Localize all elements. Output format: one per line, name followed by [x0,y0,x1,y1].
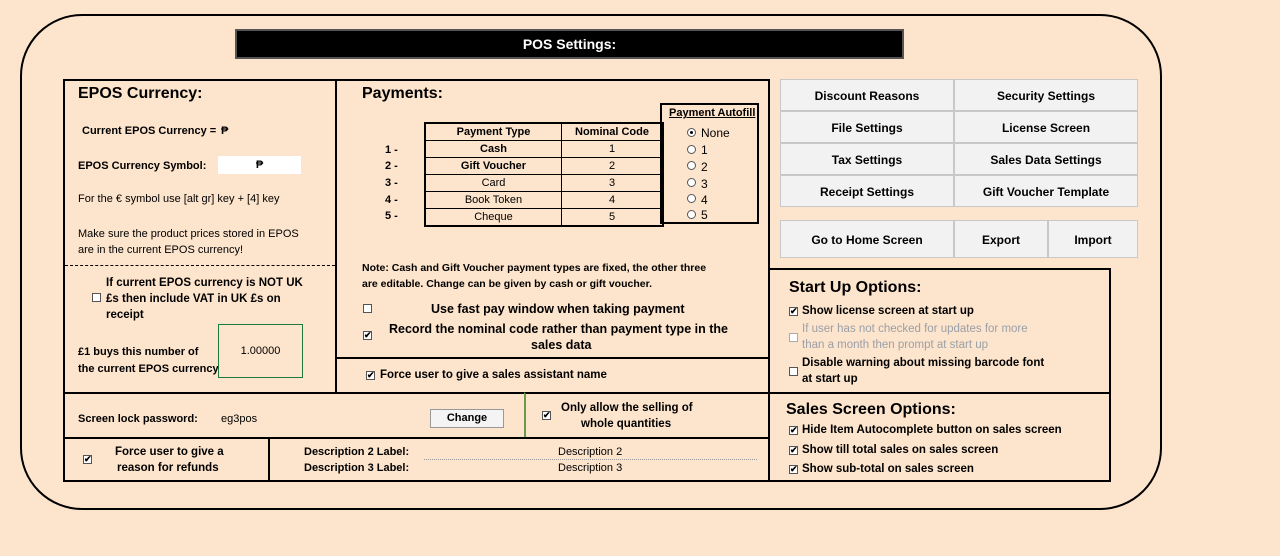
payments-heading: Payments: [362,85,443,102]
currency-heading: EPOS Currency: [78,85,203,102]
file-settings-button[interactable]: File Settings [780,111,954,143]
rate-label-line1: £1 buys this number of [78,346,199,358]
autofill-option-4: 4 [701,193,708,207]
description2-label: Description 2 Label: [304,446,410,458]
till-total-label: Show till total sales on sales screen [802,444,999,456]
security-settings-button[interactable]: Security Settings [954,79,1138,111]
payment-num-2: 2 - [385,160,398,172]
startup-heading: Start Up Options: [789,279,922,296]
page-title: POS Settings: [235,29,904,59]
update-prompt-line1: If user has not checked for updates for more [802,323,1028,335]
description3-input[interactable]: Description 3 [558,462,623,474]
autofill-radio-3[interactable] [687,178,696,187]
update-prompt-line2: than a month then prompt at start up [802,339,989,351]
refund-reason-line1: Force user to give a [115,446,224,458]
nominal-code-label-line1: Record the nominal code rather than payment type in the [389,322,728,336]
autofill-radio-1[interactable] [687,145,696,154]
nominal-code-cell[interactable]: 2 [562,158,664,175]
sales-screen-heading: Sales Screen Options: [786,401,956,418]
autofill-radio-2[interactable] [687,161,696,170]
go-home-button[interactable]: Go to Home Screen [780,220,954,258]
autofill-option-1: 1 [701,143,708,157]
autofill-option-3: 3 [701,177,708,191]
till-total-checkbox[interactable]: ✔ [790,445,798,455]
discount-reasons-button[interactable]: Discount Reasons [780,79,954,111]
payment-num-5: 5 - [385,210,398,222]
subtotal-label: Show sub-total on sales screen [802,463,974,475]
nominal-code-cell[interactable]: 3 [562,175,664,192]
sales-data-settings-button[interactable]: Sales Data Settings [954,143,1138,175]
export-button[interactable]: Export [954,220,1048,258]
nominal-code-cell[interactable]: 1 [562,141,664,158]
autofill-option-none: None [701,126,730,140]
vat-label-line1: If current EPOS currency is NOT UK [106,277,303,289]
current-currency-value: ₱ [221,125,229,137]
autofill-group [660,103,759,224]
current-currency-label: Current EPOS Currency = [82,125,217,137]
prices-hint-line2: are in the current EPOS currency! [78,244,244,256]
payment-type-cell[interactable]: Card [425,175,562,192]
receipt-settings-button[interactable]: Receipt Settings [780,175,954,207]
tax-settings-button[interactable]: Tax Settings [780,143,954,175]
fast-pay-checkbox[interactable] [363,304,372,313]
vat-label-line2: £s then include VAT in UK £s on [106,293,281,305]
payments-note-line1: Note: Cash and Gift Voucher payment types are fixed, the other three [362,262,707,274]
nominal-code-checkbox[interactable]: ✔ [364,330,372,340]
prices-hint-line1: Make sure the product prices stored in EPOS [78,228,299,240]
payment-type-cell[interactable]: Cheque [425,209,562,227]
nominal-code-cell[interactable]: 4 [562,192,664,209]
rate-label-line2: the current EPOS currency [78,363,219,375]
change-password-button[interactable]: Change [430,409,504,428]
vat-label-line3: receipt [106,309,144,321]
subtotal-checkbox[interactable]: ✔ [790,464,798,474]
force-assistant-checkbox[interactable]: ✔ [367,370,375,380]
fast-pay-label: Use fast pay window when taking payment [431,302,685,316]
autofill-radio-4[interactable] [687,194,696,203]
rate-input[interactable]: 1.00000 [218,324,303,378]
license-screen-button[interactable]: License Screen [954,111,1138,143]
barcode-warning-line2: at start up [802,373,858,385]
payment-num-4: 4 - [385,194,398,206]
autofill-option-2: 2 [701,160,708,174]
autofill-heading: Payment Autofill [669,107,756,119]
col-header-code: Nominal Code [562,123,664,141]
table-row [425,209,663,227]
lock-password-label: Screen lock password: [78,413,198,425]
hide-autocomplete-checkbox[interactable]: ✔ [790,425,798,435]
barcode-warning-checkbox[interactable] [789,367,798,376]
refund-reason-line2: reason for refunds [117,462,219,474]
autofill-radio-none[interactable] [687,128,696,137]
autofill-radio-5[interactable] [687,210,696,219]
currency-symbol-input[interactable]: ₱ [218,156,301,174]
payment-type-cell: Cash [425,141,562,158]
hide-autocomplete-label: Hide Item Autocomplete button on sales screen [802,424,1062,436]
payment-type-cell[interactable]: Book Token [425,192,562,209]
gift-voucher-template-button[interactable]: Gift Voucher Template [954,175,1138,207]
table-row [425,141,663,158]
payment-num-3: 3 - [385,177,398,189]
currency-divider [65,265,335,266]
col-header-type: Payment Type [425,123,562,141]
whole-qty-checkbox[interactable]: ✔ [543,410,551,420]
payments-note-line2: are editable. Change can be given by cash or gift voucher. [362,278,653,290]
table-header [425,123,663,141]
table-row [425,192,663,209]
euro-hint: For the € symbol use [alt gr] key + [4] key [78,193,280,205]
table-row [425,158,663,175]
show-license-checkbox[interactable]: ✔ [790,306,798,316]
autofill-option-5: 5 [701,208,708,222]
refund-reason-checkbox[interactable]: ✔ [84,454,92,464]
whole-qty-line2: whole quantities [581,418,672,430]
import-button[interactable]: Import [1048,220,1138,258]
table-row [425,175,663,192]
vat-checkbox[interactable] [92,293,101,302]
description2-input[interactable]: Description 2 [558,446,623,458]
payment-type-cell: Gift Voucher [425,158,562,175]
update-prompt-checkbox[interactable] [789,333,798,342]
payment-num-1: 1 - [385,144,398,156]
whole-qty-panel [524,392,770,439]
show-license-label: Show license screen at start up [802,305,974,317]
nominal-code-label-line2: sales data [531,338,592,352]
description2-underline [424,459,757,460]
payments-divider [336,357,769,359]
nominal-code-cell[interactable]: 5 [562,209,664,227]
lock-password-value[interactable]: eg3pos [221,413,258,425]
barcode-warning-line1: Disable warning about missing barcode font [802,357,1045,369]
currency-symbol-label: EPOS Currency Symbol: [78,160,207,172]
payment-types-table [424,122,664,227]
force-assistant-label: Force user to give a sales assistant name [380,369,607,381]
refund-panel [63,437,270,482]
whole-qty-line1: Only allow the selling of [561,402,693,414]
description3-label: Description 3 Label: [304,462,410,474]
